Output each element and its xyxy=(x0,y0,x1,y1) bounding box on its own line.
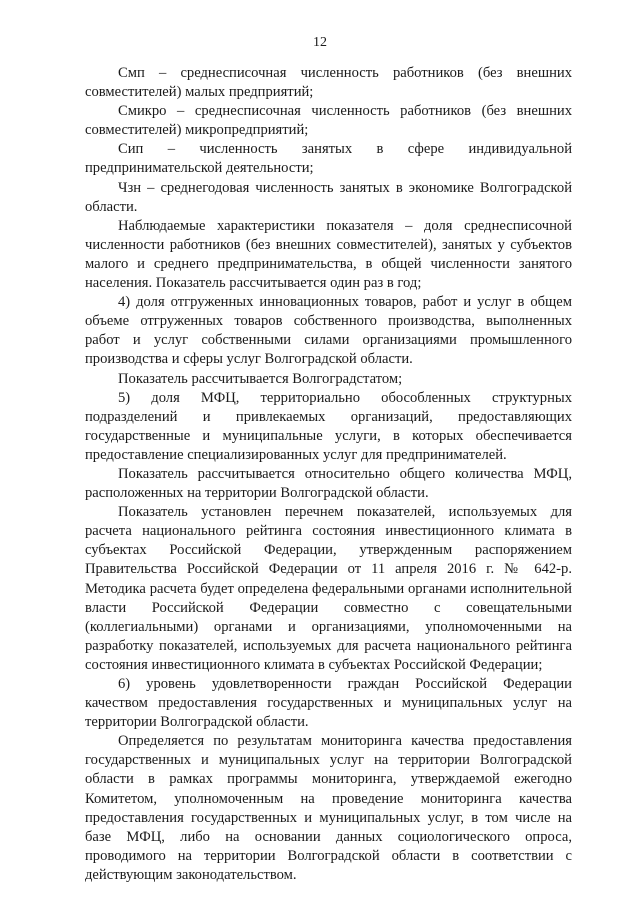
paragraph-observed-characteristics: Наблюдаемые характеристики показателя – доля среднесписочной численности работников (без внешних совместителей), занятых у субъектов малого и среднего предпринимательства, в общей численности занятого населения. Показатель рассчитывается один раз в год; xyxy=(85,217,572,292)
paragraph-mfc-calculation: Показатель рассчитывается относительно общего количества МФЦ, расположенных на территории Волгоградской области. xyxy=(85,465,572,502)
paragraph-smikro-definition: Смикро – среднесписочная численность работников (без внешних совместителей) микропредприятий; xyxy=(85,103,572,139)
paragraph-indicator-5: 5) доля МФЦ, территориально обособленных структурных подразделений и привлекаемых организаций, предоставляющих государственные и муниципальные услуги, в которых обеспечивается предоставление специализированных услуг для предпринимателей. xyxy=(85,389,572,463)
paragraph-chzn-definition: Чзн – среднегодовая численность занятых в экономике Волгоградской области. xyxy=(85,179,572,215)
paragraph-monitoring: Определяется по результатам мониторинга качества предоставления государственных и муниципальных услуг на территории Волгоградской области в рамках программы мониторинга, утверждаемой ежегодно Комитетом, уполномоченным на проведение мониторинга качества предоставления государственных и муниципальных услуг, в том числе на базе МФЦ, либо на основании данных социологического опроса, проводимого на территории Волгоградской области в соответствии с действующим законодательством. xyxy=(85,733,572,883)
page-number: 12 xyxy=(313,35,327,50)
paragraph-sip-definition: Сип – численность занятых в сфере индивидуальной предпринимательской деятельности; xyxy=(85,141,572,177)
paragraph-indicator-6: 6) уровень удовлетворенности граждан Российской Федерации качеством предоставления государственных и муниципальных услуг на территории Волгоградской области. xyxy=(85,676,572,731)
paragraph-rating-methodology: Показатель установлен перечнем показателей, используемых для расчета национального рейтинга состояния инвестиционного климата в субъектах Российской Федерации, утвержденным распоряжением Правительства Российской Федерации от 11 апреля 2016 г. № 642-р. Методика расчета будет определена федеральными органами исполнительной власти Российской Федерации совместно с совещательными (коллегиальными) органами и организациями, уполномоченными на разработку показателей, используемых для расчета национального рейтинга состояния инвестиционного климата в субъектах Российской Федерации; xyxy=(85,504,572,673)
paragraph-volgogradstat: Показатель рассчитывается Волгоградстатом; xyxy=(118,370,403,387)
paragraph-indicator-4: 4) доля отгруженных инновационных товаров, работ и услуг в общем объеме отгруженных товаров собственного производства, выполненных работ и услуг собственными силами организациями промышленного производства и сферы услуг Волгоградской области. xyxy=(85,294,572,368)
paragraph-smp-definition: Смп – среднесписочная численность работников (без внешних совместителей) малых предприятий; xyxy=(85,65,572,101)
document-body xyxy=(85,64,572,885)
